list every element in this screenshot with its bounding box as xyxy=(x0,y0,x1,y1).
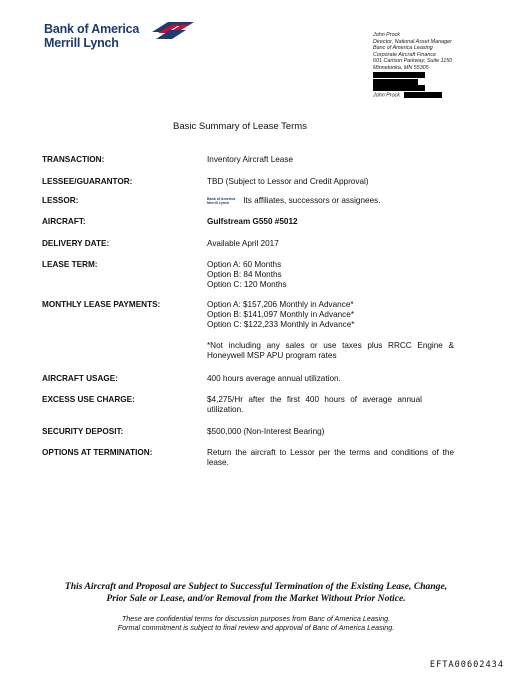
lease-term-option: Option C: 120 Months xyxy=(207,280,287,290)
value-delivery: Available April 2017 xyxy=(207,239,279,248)
redaction-bar xyxy=(373,79,418,85)
lessor-mini-logo xyxy=(207,197,235,205)
lease-term-option: Option A: 60 Months xyxy=(207,260,282,269)
bank-flag-logo-icon xyxy=(148,19,198,41)
payment-option: Option B: $141,097 Monthly in Advance* xyxy=(207,310,355,320)
label-excess: EXCESS USE CHARGE: xyxy=(42,395,135,404)
label-lessee: LESSEE/GUARANTOR: xyxy=(42,177,133,186)
lease-term-option: Option B: 84 Months xyxy=(207,270,282,280)
redaction-bar xyxy=(404,92,442,98)
value-excess: $4,275/Hr after the first 400 hours of average annual utilization. xyxy=(207,395,422,415)
payment-option: Option A: $157,206 Monthly in Advance* xyxy=(207,300,354,309)
logo-line-1: Bank of America xyxy=(44,22,140,36)
contact-address-2: Minnetonka, MN 55305 xyxy=(373,64,429,71)
contact-title: Director, National Asset Manager xyxy=(373,38,452,45)
bank-logo xyxy=(44,22,139,50)
confidential-line-2: Formal commitment is subject to final review and approval of Banc of America Leasing. xyxy=(117,623,395,632)
label-deposit: SECURITY DEPOSIT: xyxy=(42,427,124,436)
value-options-termination: Return the aircraft to Lessor per the terms and conditions of the lease. xyxy=(207,448,454,468)
label-payments: MONTHLY LEASE PAYMENTS: xyxy=(42,300,161,309)
contact-name: John Prock xyxy=(373,32,400,38)
label-transaction: TRANSACTION: xyxy=(42,155,105,164)
redaction-bar xyxy=(373,72,425,78)
payment-option: Option C: $122,233 Monthly in Advance* xyxy=(207,320,355,330)
document-title: Basic Summary of Lease Terms xyxy=(173,121,307,132)
contact-company: Banc of America Leasing xyxy=(373,45,433,52)
contact-signature-name: John Prock xyxy=(373,91,400,98)
value-transaction: Inventory Aircraft Lease xyxy=(207,155,294,164)
label-aircraft: AIRCRAFT: xyxy=(42,217,86,226)
contact-address-1: 601 Carlson Parkway, Suite 1150 xyxy=(373,58,453,65)
value-usage: 400 hours average annual utilization. xyxy=(207,374,341,383)
redaction-bar xyxy=(373,85,425,91)
value-lessee: TBD (Subject to Lessor and Credit Approval) xyxy=(207,177,369,186)
label-usage: AIRCRAFT USAGE: xyxy=(42,374,118,383)
label-lessor: LESSOR: xyxy=(42,196,79,205)
confidential-note xyxy=(0,614,512,632)
mini-logo-line-2: Merrill Lynch xyxy=(207,200,230,205)
logo-line-2: Merrill Lynch xyxy=(44,36,119,50)
disclaimer xyxy=(0,581,512,605)
value-deposit: $500,000 (Non-Interest Bearing) xyxy=(207,427,325,436)
payment-note: *Not including any sales or use taxes plus RRCC Engine & Honeywell MSP APU program rates xyxy=(207,340,454,360)
mini-logo-line-1: Bank of America xyxy=(207,196,236,201)
disclaimer-line-1: This Aircraft and Proposal are Subject to Successful Termination of the Existing Lease, Change, xyxy=(64,581,448,592)
value-aircraft: Gulfstream G550 #5012 xyxy=(207,217,298,226)
contact-division: Corporate Aircraft Finance xyxy=(373,51,437,58)
confidential-line-1: These are confidential terms for discussion purposes from Banc of America Leasing. xyxy=(121,614,391,623)
value-lessor: Its affiliates, successors or assignees. xyxy=(243,196,381,205)
disclaimer-line-2: Prior Sale or Lease, and/or Removal from the Market Without Prior Notice. xyxy=(106,593,406,604)
label-delivery: DELIVERY DATE: xyxy=(42,239,110,248)
label-options-termination: OPTIONS AT TERMINATION: xyxy=(42,448,153,457)
contact-block xyxy=(373,32,452,99)
document-id-stamp: EFTA00602434 xyxy=(429,660,504,670)
contact-signature-line xyxy=(373,92,452,99)
label-lease-term: LEASE TERM: xyxy=(42,260,98,269)
